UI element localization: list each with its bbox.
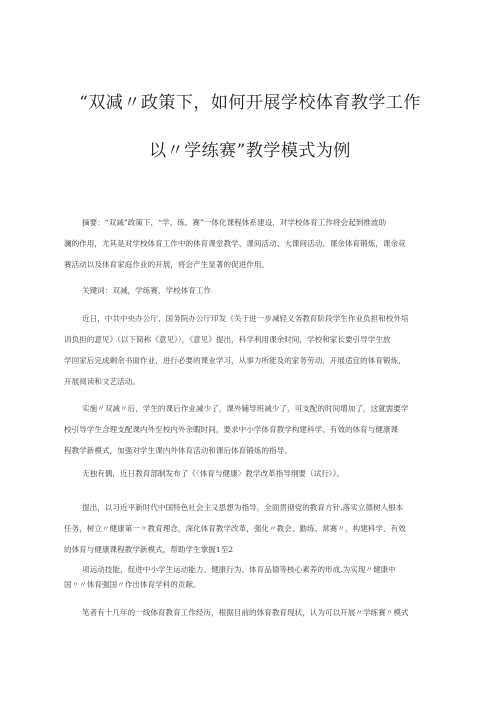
- paragraph-line: 的体育与健康课程教学新模式，帮助学生掌握1至2: [64, 545, 234, 554]
- paragraph-line: 任务，树立〃健康第一〃教育理念，深化体育教学改革，强化〃教会、勤练、常赛〃，构建科学、有效: [64, 524, 406, 533]
- body-paragraph-4: [64, 497, 438, 560]
- paragraph-line: 训负担的意见》（以下简称《意见》），《意见》提出，科学利用课余时间，学校和家长要引导学生放: [64, 335, 391, 344]
- paragraph-line: 实施〃双减〃后，学生的课后作业减少了，课外辅导班减少了，可支配的时间增加了，这就需要学: [82, 404, 409, 413]
- paragraph-line: 国〃〃体育强国〃作出体育学科的贡献。: [64, 580, 201, 589]
- abstract-paragraph: [64, 212, 438, 275]
- body-paragraph-2: [64, 398, 438, 461]
- body-paragraph-6: [64, 602, 438, 623]
- paragraph-line: 学回家后完成剩余书面作业，进行必要的课业学习，从事力所能及的家务劳动，开展适宜的体育锻炼，: [64, 356, 406, 365]
- abstract-line: 澜的作用，尤其是对学校体育工作中的体育课堂教学、课间活动、大课间活动、课余体育锻炼，课余竞: [64, 239, 406, 248]
- paragraph-line: 无独有偶，近日教育部制发布了《〈体育与健康〉教学改革指导纲要（试行）》。: [82, 469, 344, 478]
- document-title-line-1: “双减〃政策下，如何开展学校体育教学工作: [79, 93, 421, 113]
- keywords-paragraph: [64, 280, 438, 301]
- paragraph-line: 开展阅读和文艺活动。: [64, 377, 140, 386]
- body-paragraph-3: [64, 463, 438, 484]
- paragraph-line: 笔者有十几年的一线体育教育工作经历，根据目前的体育教育现状，认为可以开展〃学练赛〃模式: [82, 608, 409, 617]
- paragraph-line: 提出，以习近平新时代中国特色社会主义思想为指导，全面贯彻党的教育方针,落实立德树人根本: [82, 503, 404, 512]
- paragraph-line: 项运动技能，促进中小学生运动能力、健康行为、体育品德等核心素养的形成,为实现〃健康中: [82, 565, 396, 574]
- abstract-line: 摘要：“双减”政策下，“学、练、赛”一体化课程体系建设，对学校体育工作将会起到推波助: [82, 218, 387, 227]
- keywords-line: 关键词：双减，学练赛，学校体育工作: [82, 286, 212, 295]
- body-paragraph-1: [64, 308, 438, 392]
- document-title-line-2: 以〃学练赛”教学模式为例: [149, 141, 351, 161]
- body-paragraph-5: [64, 562, 438, 592]
- abstract-line: 赛活动以及体育家庭作业的开展，将会产生显著的促进作用。: [64, 260, 270, 269]
- paragraph-line: 校引导学生合理支配课内外至校内外余暇时间，要求中小学体育教学构建科学、有效的体育与健康课: [64, 425, 399, 434]
- paragraph-line: 近日，中共中央办公厅、国务院办公厅印发《关于进一步减轻义务教育阶段学生作业负担和校外培: [82, 314, 409, 323]
- paragraph-line: 程教学新模式，加强对学生课内外体育活动和课后体育锻炼的指导。: [64, 446, 292, 455]
